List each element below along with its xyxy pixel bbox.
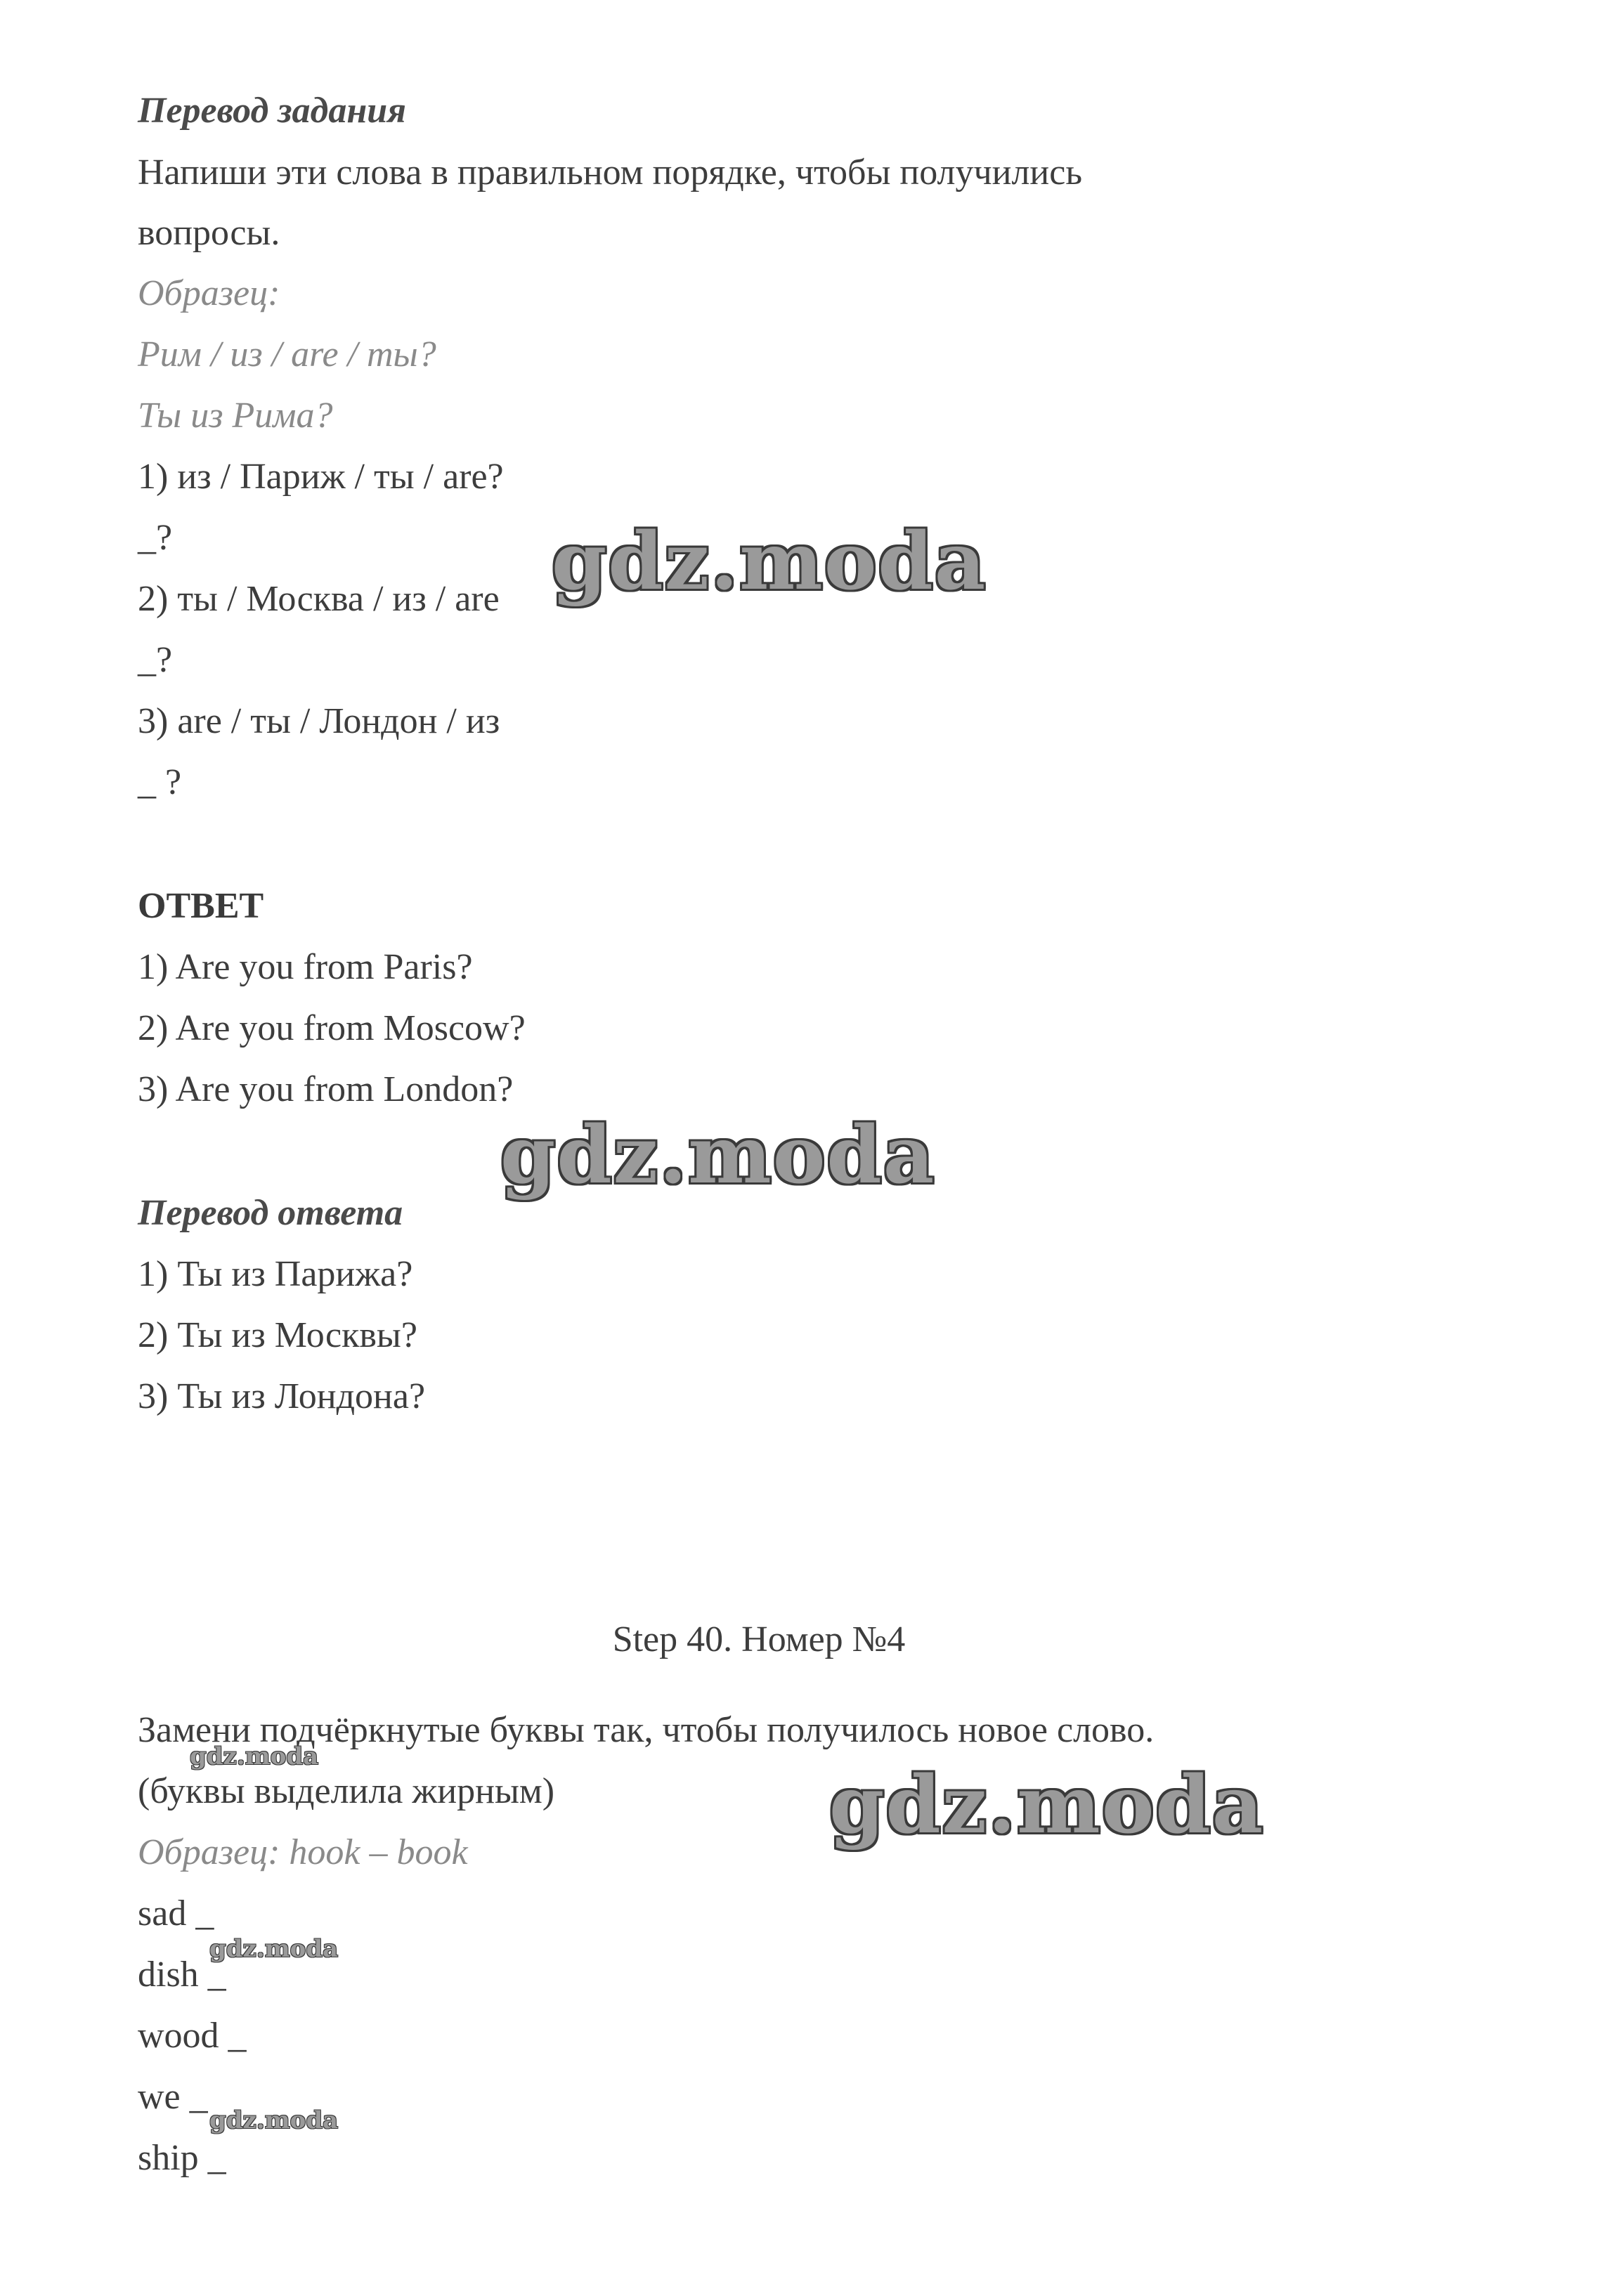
answer-item: 3) Are you from London? bbox=[138, 1069, 514, 1109]
example-words: Рим / из / are / ты? bbox=[138, 334, 436, 374]
word-item: ship _ bbox=[138, 2138, 226, 2178]
answer-heading: ОТВЕТ bbox=[138, 886, 264, 926]
watermark-logo: gdz.moda bbox=[829, 1759, 1265, 1851]
watermark-logo: gdz.moda bbox=[552, 516, 987, 608]
answer-item: 1) Are you from Paris? bbox=[138, 947, 473, 987]
watermark-logo-small: gdz.moda bbox=[209, 2106, 339, 2134]
task-instruction-line1: Напиши эти слова в правильном порядке, чтобы получились bbox=[138, 152, 1083, 193]
answer-translation-heading: Перевод ответа bbox=[138, 1193, 403, 1233]
answer-translation-item: 1) Ты из Парижа? bbox=[138, 1254, 413, 1294]
task-item-blank: _? bbox=[138, 518, 173, 558]
task-translation-heading: Перевод задания bbox=[138, 91, 406, 131]
word-item: we _ bbox=[138, 2077, 208, 2117]
step-example: Образец: hook – book bbox=[138, 1832, 468, 1872]
answer-translation-item: 3) Ты из Лондона? bbox=[138, 1376, 426, 1416]
watermark-logo-small: gdz.moda bbox=[209, 1935, 339, 1963]
example-answer: Ты из Рима? bbox=[138, 396, 333, 436]
word-item: sad _ bbox=[138, 1893, 214, 1933]
task-item-words: 1) из / Париж / ты / are? bbox=[138, 457, 504, 497]
watermark-logo-small: gdz.moda bbox=[190, 1742, 319, 1770]
task-instruction-line2: вопросы. bbox=[138, 213, 280, 253]
task-item-blank: _? bbox=[138, 640, 173, 680]
step-instruction: Замени подчёркнутые буквы так, чтобы получилось новое слово. bbox=[138, 1710, 1155, 1750]
watermark-logo: gdz.moda bbox=[500, 1109, 936, 1201]
task-item-words: 3) are / ты / Лондон / из bbox=[138, 701, 500, 741]
task-item-blank: _ ? bbox=[138, 762, 182, 802]
answer-translation-item: 2) Ты из Москвы? bbox=[138, 1315, 417, 1355]
word-item: dish _ bbox=[138, 1955, 226, 1995]
step-note: (буквы выделила жирным) bbox=[138, 1771, 555, 1811]
example-label: Образец: bbox=[138, 273, 280, 313]
task-item-words: 2) ты / Москва / из / are bbox=[138, 579, 500, 619]
word-item: wood _ bbox=[138, 2016, 247, 2056]
answer-item: 2) Are you from Moscow? bbox=[138, 1008, 526, 1048]
step-title: Step 40. Номер №4 bbox=[612, 1619, 906, 1659]
